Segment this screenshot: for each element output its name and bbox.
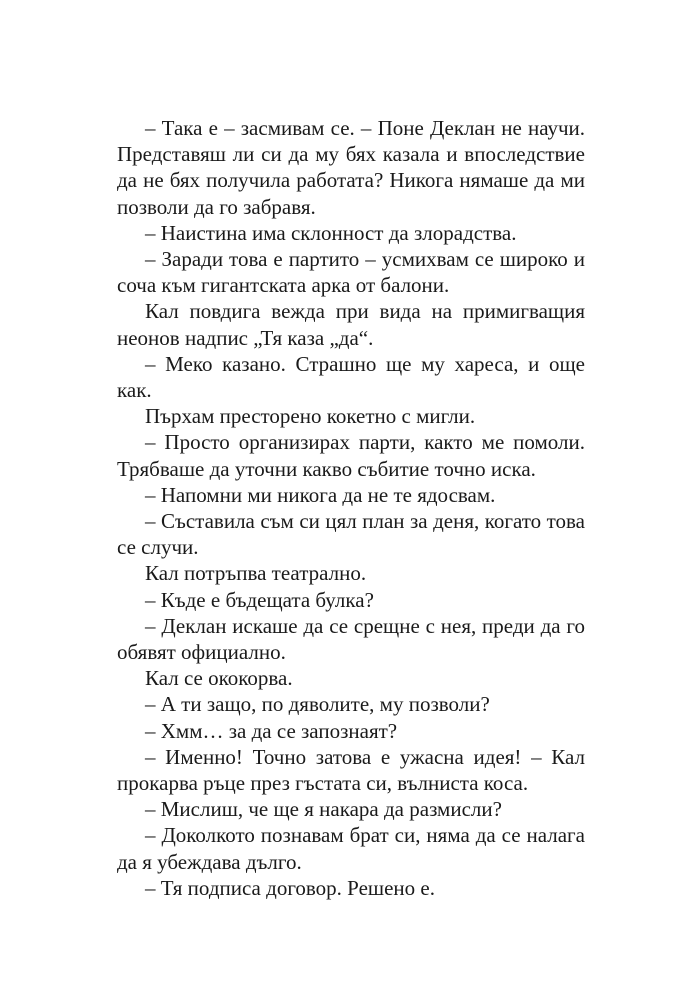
paragraph: – Къде е бъдещата булка? (145, 587, 374, 612)
paragraph: – Деклан искаше да се срещне с нея, преди да го обявят официално. (117, 613, 585, 665)
page-body-text (117, 115, 585, 901)
paragraph: – Именно! Точно затова е ужасна идея! – Кал прокарва ръце през гъстата си, вълниста коса. (117, 744, 585, 796)
paragraph: – Меко казано. Страшно ще му хареса, и още как. (117, 351, 585, 403)
paragraph: Кал се ококорва. (145, 666, 293, 691)
paragraph: – Наистина има склонност да злорадства. (145, 220, 517, 245)
paragraph: – Заради това е партито – усмихвам се широко и соча към гигантската арка от балони. (117, 247, 585, 298)
paragraph: Пърхам престорено кокетно с мигли. (145, 404, 476, 429)
paragraph: – Напомни ми никога да не те ядосвам. (145, 482, 496, 507)
paragraph: – А ти защо, по дяволите, му позволи? (145, 692, 490, 717)
paragraph: – Доколкото познавам брат си, няма да се налага да я убеждава дълго. (117, 823, 585, 874)
paragraph: – Така е – засмивам се. – Поне Деклан не научи. Представяш ли си да му бях казала и впоследствие да не бях получила работата? Никога нямаше да ми позволи да го забравя. (117, 116, 585, 219)
paragraph: – Хмм… за да се запознаят? (145, 718, 398, 743)
paragraph: – Тя подписа договор. Решено е. (145, 875, 435, 900)
paragraph: Кал повдига вежда при вида на примигващия неонов надпис „Тя каза „да“. (117, 299, 585, 350)
paragraph: – Съставила съм си цял план за деня, когато това се случи. (117, 509, 585, 560)
paragraph: – Просто организирах парти, както ме помоли. Трябваше да уточни какво събитие точно иска. (117, 430, 585, 481)
paragraph: Кал потръпва театрално. (145, 561, 367, 586)
paragraph: – Мислиш, че ще я накара да размисли? (145, 797, 502, 822)
